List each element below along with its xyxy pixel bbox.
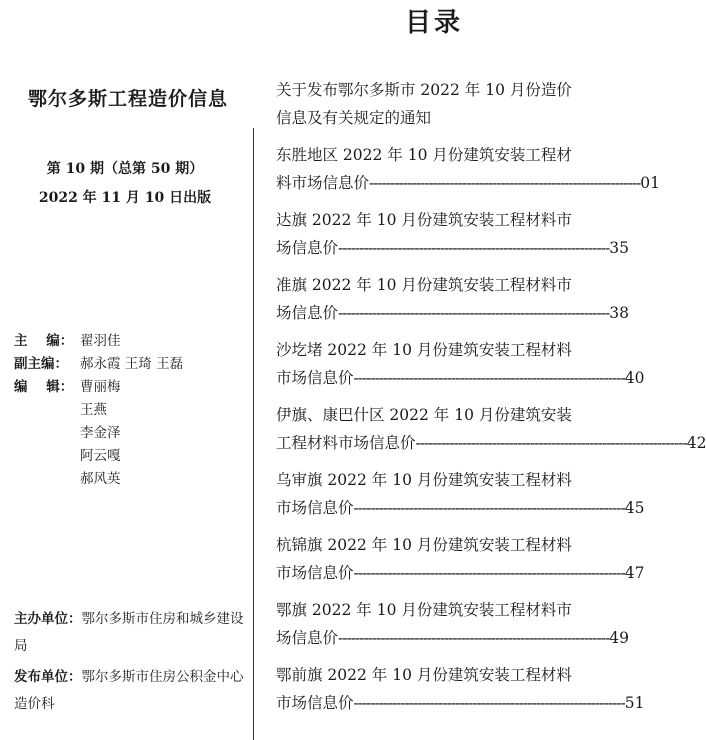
toc-entry-title-cont: 市场信息价 — [276, 369, 354, 387]
toc-entry-title-cont: 场信息价 — [276, 239, 339, 257]
organizer — [14, 606, 246, 660]
toc-entry-title: 伊旗、康巴什区 2022 年 10 月份建筑安装 — [276, 406, 572, 424]
toc-entry-title-cont: 市场信息价 — [276, 499, 354, 517]
toc-entry-title-cont: 料市场信息价 — [276, 174, 370, 192]
credit-label: 副主编： — [14, 356, 68, 372]
toc-entry[interactable] — [276, 531, 645, 587]
organizer-value: 鄂尔多斯市住房和城乡建设局 — [14, 611, 244, 654]
toc-entry[interactable] — [276, 206, 629, 262]
column-divider — [253, 128, 254, 740]
toc-entry[interactable] — [276, 596, 629, 652]
toc-entry[interactable] — [276, 336, 645, 392]
toc-entry-title: 杭锦旗 2022 年 10 月份建筑安装工程材料 — [276, 536, 572, 554]
toc-entry-title: 达旗 2022 年 10 月份建筑安装工程材料市 — [276, 211, 572, 229]
toc-entry-title: 关于发布鄂尔多斯市 2022 年 10 月份造价 — [276, 81, 572, 99]
publish-date: 2022 年 11 月 10 日出版 — [38, 190, 212, 206]
toc-entry-title-cont: 市场信息价 — [276, 564, 354, 582]
credit-name: 郝永霞 王琦 王磊 — [80, 356, 184, 372]
credit-name: 翟羽佳 — [80, 333, 121, 349]
toc-entry-title: 准旗 2022 年 10 月份建筑安装工程材料市 — [276, 276, 572, 294]
toc-entry-title-cont: 场信息价 — [276, 629, 339, 647]
magazine-title: 鄂尔多斯工程造价信息 — [28, 88, 229, 110]
toc-leader: ---------------------------------------------------------------- — [415, 434, 687, 452]
toc-leader: ---------------------------------------------------------------- — [353, 564, 625, 582]
toc-entry-title: 鄂前旗 2022 年 10 月份建筑安装工程材料 — [276, 666, 572, 684]
toc-entry[interactable] — [276, 141, 660, 197]
masthead-panel — [0, 0, 250, 740]
toc-page-number: 49 — [609, 629, 629, 647]
toc-page-number: 47 — [624, 564, 645, 582]
toc-leader: ---------------------------------------------------------------- — [353, 694, 625, 712]
credit-row-editors — [14, 376, 183, 491]
toc-entry-title-cont: 工程材料市场信息价 — [276, 434, 416, 452]
toc-page-number: 51 — [624, 694, 645, 712]
toc-entry[interactable] — [276, 661, 645, 717]
credit-row-deputy-editor — [14, 353, 183, 376]
toc-title: 目录 — [405, 8, 464, 38]
toc-page-number: 45 — [624, 499, 645, 517]
credit-row-editor-in-chief — [14, 330, 183, 353]
toc-page-number: 01 — [640, 174, 660, 192]
toc-entry-title: 鄂旗 2022 年 10 月份建筑安装工程材料市 — [276, 601, 572, 619]
toc-leader: ---------------------------------------------------------------- — [353, 369, 625, 387]
publisher — [14, 664, 246, 718]
toc-page-number: 35 — [609, 239, 629, 257]
toc-leader: ---------------------------------------------------------------- — [338, 239, 610, 257]
issue-number: 第 10 期（总第 50 期） — [46, 161, 204, 177]
toc-entry-title: 东胜地区 2022 年 10 月份建筑安装工程材 — [276, 146, 572, 164]
toc-entry[interactable] — [276, 466, 645, 522]
credit-name: 曹丽梅 — [80, 379, 121, 395]
toc-entry[interactable] — [276, 76, 590, 132]
credits-list — [14, 330, 183, 491]
credit-name: 阿云嘎 — [80, 448, 121, 464]
toc-entry[interactable] — [276, 271, 629, 327]
toc-list — [276, 76, 706, 726]
credit-label: 主 编： — [14, 333, 74, 349]
organizer-label: 主办单位： — [14, 611, 82, 627]
toc-entry-title-cont: 信息及有关规定的通知 — [276, 109, 432, 127]
credit-name: 郝风英 — [80, 471, 121, 487]
toc-page-number: 38 — [609, 304, 629, 322]
toc-leader: ---------------------------------------------------------------- — [369, 174, 641, 192]
toc-leader: ---------------------------------------------------------------- — [338, 629, 610, 647]
toc-leader: ---------------------------------------------------------------- — [353, 499, 625, 517]
credit-name: 王燕 — [80, 402, 107, 418]
toc-entry-title: 乌审旗 2022 年 10 月份建筑安装工程材料 — [276, 471, 572, 489]
toc-page-number: 42 — [686, 434, 706, 452]
toc-page-number: 40 — [624, 369, 645, 387]
toc-entry[interactable] — [276, 401, 706, 457]
toc-leader: ---------------------------------------------------------------- — [338, 304, 610, 322]
toc-entry-title: 沙圪堵 2022 年 10 月份建筑安装工程材料 — [276, 341, 572, 359]
publisher-value: 鄂尔多斯市住房公积金中心造价科 — [14, 669, 244, 712]
credit-label: 编 辑： — [14, 379, 74, 395]
toc-entry-title-cont: 场信息价 — [276, 304, 339, 322]
publisher-label: 发布单位： — [14, 669, 82, 685]
toc-entry-title-cont: 市场信息价 — [276, 694, 354, 712]
credit-name: 李金泽 — [80, 425, 121, 441]
